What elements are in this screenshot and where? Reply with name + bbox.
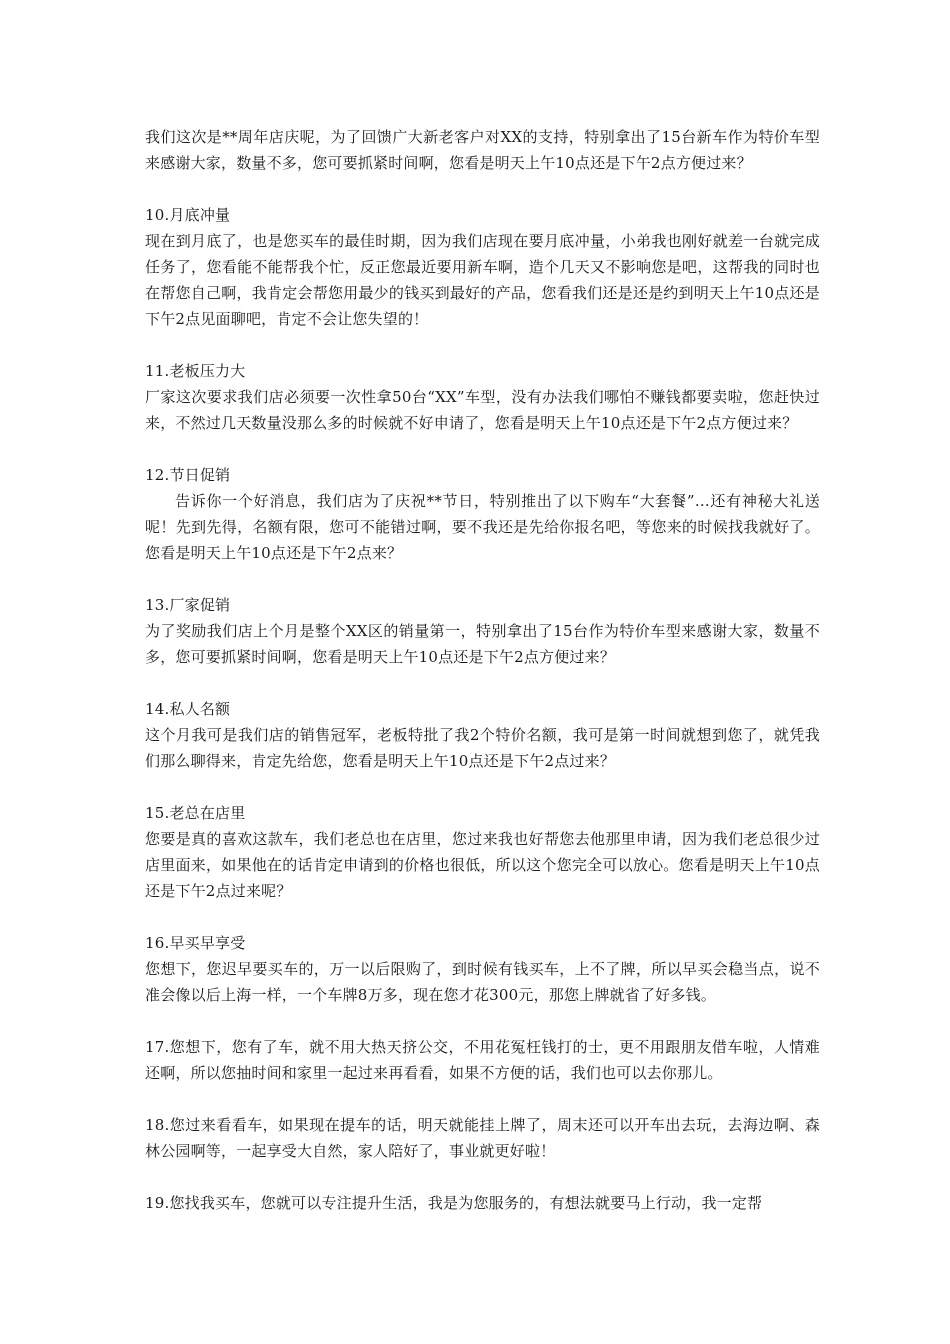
intro-paragraph: 我们这次是**周年店庆呢，为了回馈广大新老客户对XX的支持，特别拿出了15台新车作为特价车型来感谢大家，数量不多，您可要抓紧时间啊，您看是明天上午10点还是下午2点方便过来？ [145, 128, 820, 172]
numbered-paragraph: 17.您想下，您有了车，就不用大热天挤公交，不用花冤枉钱打的士，更不用跟朋友借车啦，人情难还啊，所以您抽时间和家里一起过来再看看，如果不方便的话，我们也可以去你那儿。 [145, 1038, 820, 1082]
section-15 [145, 800, 820, 904]
section-title: 14.私人名额 [145, 700, 231, 718]
section-title: 10.月底冲量 [145, 206, 231, 224]
intro-section [145, 124, 820, 176]
section-body: 告诉你一个好消息，我们店为了庆祝**节日，特别推出了以下购车“大套餐”…还有神秘大礼送呢！先到先得，名额有限，您可不能错过啊，要不我还是先给你报名吧，等您来的时候找我就好了。您看是明天上午10点还是下午2点来？ [145, 492, 820, 562]
paragraph-17 [145, 1034, 820, 1086]
section-body: 这个月我可是我们店的销售冠军，老板特批了我2个特价名额，我可是第一时间就想到您了，就凭我们那么聊得来，肯定先给您，您看是明天上午10点还是下午2点过来？ [145, 726, 820, 770]
document-page [145, 124, 820, 1216]
paragraph-19 [145, 1190, 820, 1216]
section-11 [145, 358, 820, 436]
paragraph-18 [145, 1112, 820, 1164]
section-title: 13.厂家促销 [145, 596, 231, 614]
numbered-paragraph: 18.您过来看看车，如果现在提车的话，明天就能挂上牌了，周末还可以开车出去玩，去海边啊、森林公园啊等，一起享受大自然，家人陪好了，事业就更好啦！ [145, 1116, 820, 1160]
section-14 [145, 696, 820, 774]
section-body: 为了奖励我们店上个月是整个XX区的销量第一，特别拿出了15台作为特价车型来感谢大家，数量不多，您可要抓紧时间啊，您看是明天上午10点还是下午2点方便过来？ [145, 622, 820, 666]
section-body: 厂家这次要求我们店必须要一次性拿50台“XX”车型，没有办法我们哪怕不赚钱都要卖啦，您赶快过来，不然过几天数量没那么多的时候就不好申请了，您看是明天上午10点还是下午2点方便过来？ [145, 388, 820, 432]
section-16 [145, 930, 820, 1008]
section-13 [145, 592, 820, 670]
section-12 [145, 462, 820, 566]
section-title: 12.节日促销 [145, 466, 231, 484]
section-10 [145, 202, 820, 332]
section-body: 您想下，您迟早要买车的，万一以后限购了，到时候有钱买车，上不了牌，所以早买会稳当点，说不准会像以后上海一样，一个车牌8万多，现在您才花300元，那您上牌就省了好多钱。 [145, 960, 820, 1004]
numbered-paragraph: 19.您找我买车，您就可以专注提升生活，我是为您服务的，有想法就要马上行动，我一定帮 [145, 1194, 763, 1212]
section-title: 16.早买早享受 [145, 934, 246, 952]
section-body: 您要是真的喜欢这款车，我们老总也在店里，您过来我也好帮您去他那里申请，因为我们老总很少过店里面来，如果他在的话肯定申请到的价格也很低，所以这个您完全可以放心。您看是明天上午10点还是下午2点过来呢？ [145, 830, 820, 900]
section-body: 现在到月底了，也是您买车的最佳时期，因为我们店现在要月底冲量，小弟我也刚好就差一台就完成任务了，您看能不能帮我个忙，反正您最近要用新车啊，造个几天又不影响您是吧，这帮我的同时也在帮您自己啊，我肯定会帮您用最少的钱买到最好的产品，您看我们还是还是约到明天上午10点还是下午2点见面聊吧，肯定不会让您失望的！ [145, 232, 820, 328]
section-title: 11.老板压力大 [145, 362, 246, 380]
section-title: 15.老总在店里 [145, 804, 246, 822]
